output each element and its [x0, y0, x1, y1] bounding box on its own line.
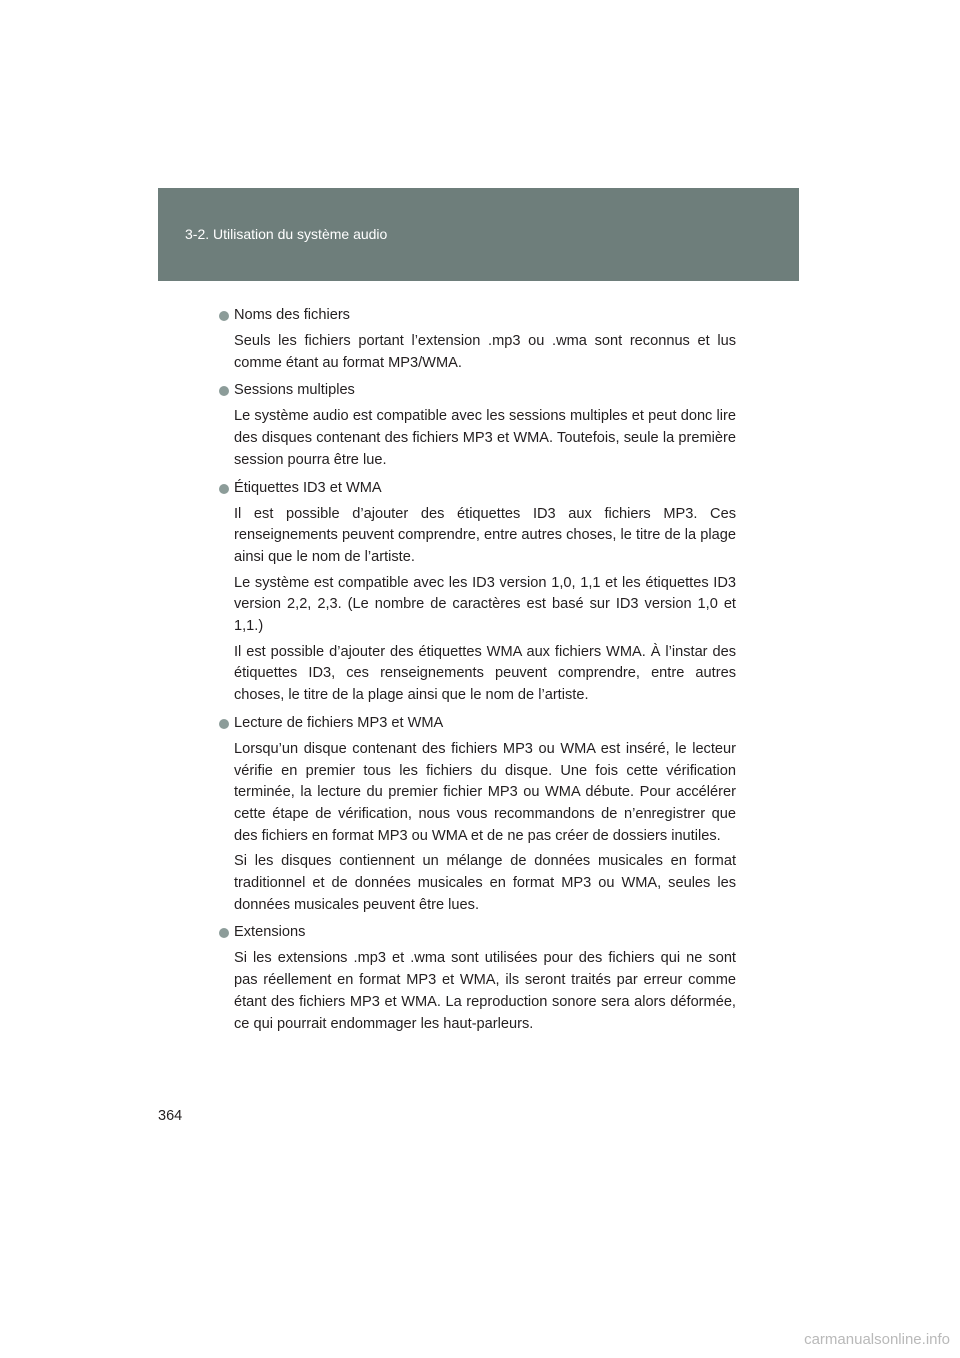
content-body	[219, 305, 736, 1041]
bullet-heading	[219, 305, 736, 327]
paragraph: Si les disques contiennent un mélange de données musicales en format traditionnel et de données musicales en format MP3 ou WMA, seules les données musicales peuvent être lues.	[234, 853, 736, 913]
paragraph: Lorsqu’un disque contenant des fichiers MP3 ou WMA est inséré, le lecteur vérifie en premier tous les fichiers du disque. Une fois cette vérification terminée, la lecture du premier fichier MP3 ou WMA débute. Pour accélérer cette étape de vérification, nous vous recommandons de n’enregistrer que des fichiers en format MP3 ou WMA et de ne pas créer de dossiers inutiles.	[234, 740, 736, 844]
paragraph: Le système audio est compatible avec les sessions multiples et peut donc lire des disques contenant des fichiers MP3 et WMA. Toutefois, seule la première session pourra être lue.	[234, 408, 736, 468]
bullet-icon	[219, 928, 229, 938]
bullet-title: Lecture de fichiers MP3 et WMA	[234, 714, 444, 731]
bullet-heading	[219, 713, 736, 735]
bullet-title: Étiquettes ID3 et WMA	[234, 479, 382, 496]
bullet-title: Noms des fichiers	[234, 307, 350, 323]
paragraph: Si les extensions .mp3 et .wma sont utilisées pour des fichiers qui ne sont pas réellement en format MP3 et WMA, ils seront traités par erreur comme étant des fichiers MP3 et WMA. La reproduction sonore sera alors déformée, ce qui pourrait endommager les haut-parleurs.	[234, 950, 736, 1032]
bullet-icon	[219, 311, 229, 321]
page-number: 364	[158, 1108, 183, 1124]
section-header	[158, 188, 799, 281]
section-multisession	[219, 380, 736, 471]
section-id3-wma-tags	[219, 478, 736, 707]
section-extensions	[219, 922, 736, 1035]
section-title: 3-2. Utilisation du système audio	[185, 226, 388, 242]
paragraph: Il est possible d’ajouter des étiquettes ID3 aux fichiers MP3. Ces renseignements peuvent comprendre, entre autres choses, le titre de la plage ainsi que le nom de l’artiste.	[234, 505, 736, 565]
watermark-text: carmanualsonline.info	[804, 1331, 950, 1348]
paragraph: Seuls les fichiers portant l’extension .mp3 ou .wma sont reconnus et lus comme étant au format MP3/WMA.	[234, 333, 736, 371]
paragraph: Le système est compatible avec les ID3 version 1,0, 1,1 et les étiquettes ID3 version 2,2, 2,3. (Le nombre de caractères est basé sur ID3 version 1,0 et 1,1.)	[234, 574, 736, 635]
bullet-icon	[219, 484, 229, 494]
bullet-heading	[219, 478, 736, 500]
bullet-icon	[219, 386, 229, 396]
bullet-title: Sessions multiples	[234, 382, 355, 399]
bullet-icon	[219, 719, 229, 729]
bullet-heading	[219, 380, 736, 402]
paragraph: Il est possible d’ajouter des étiquettes WMA aux fichiers WMA. À l’instar des étiquettes ID3, ces renseignements peuvent comprendre, entre autres choses, le titre de la plage ainsi que le nom de l’artiste.	[234, 643, 736, 704]
bullet-heading	[219, 922, 736, 944]
bullet-title: Extensions	[234, 924, 306, 941]
section-file-names	[219, 305, 736, 374]
section-playback	[219, 713, 736, 917]
